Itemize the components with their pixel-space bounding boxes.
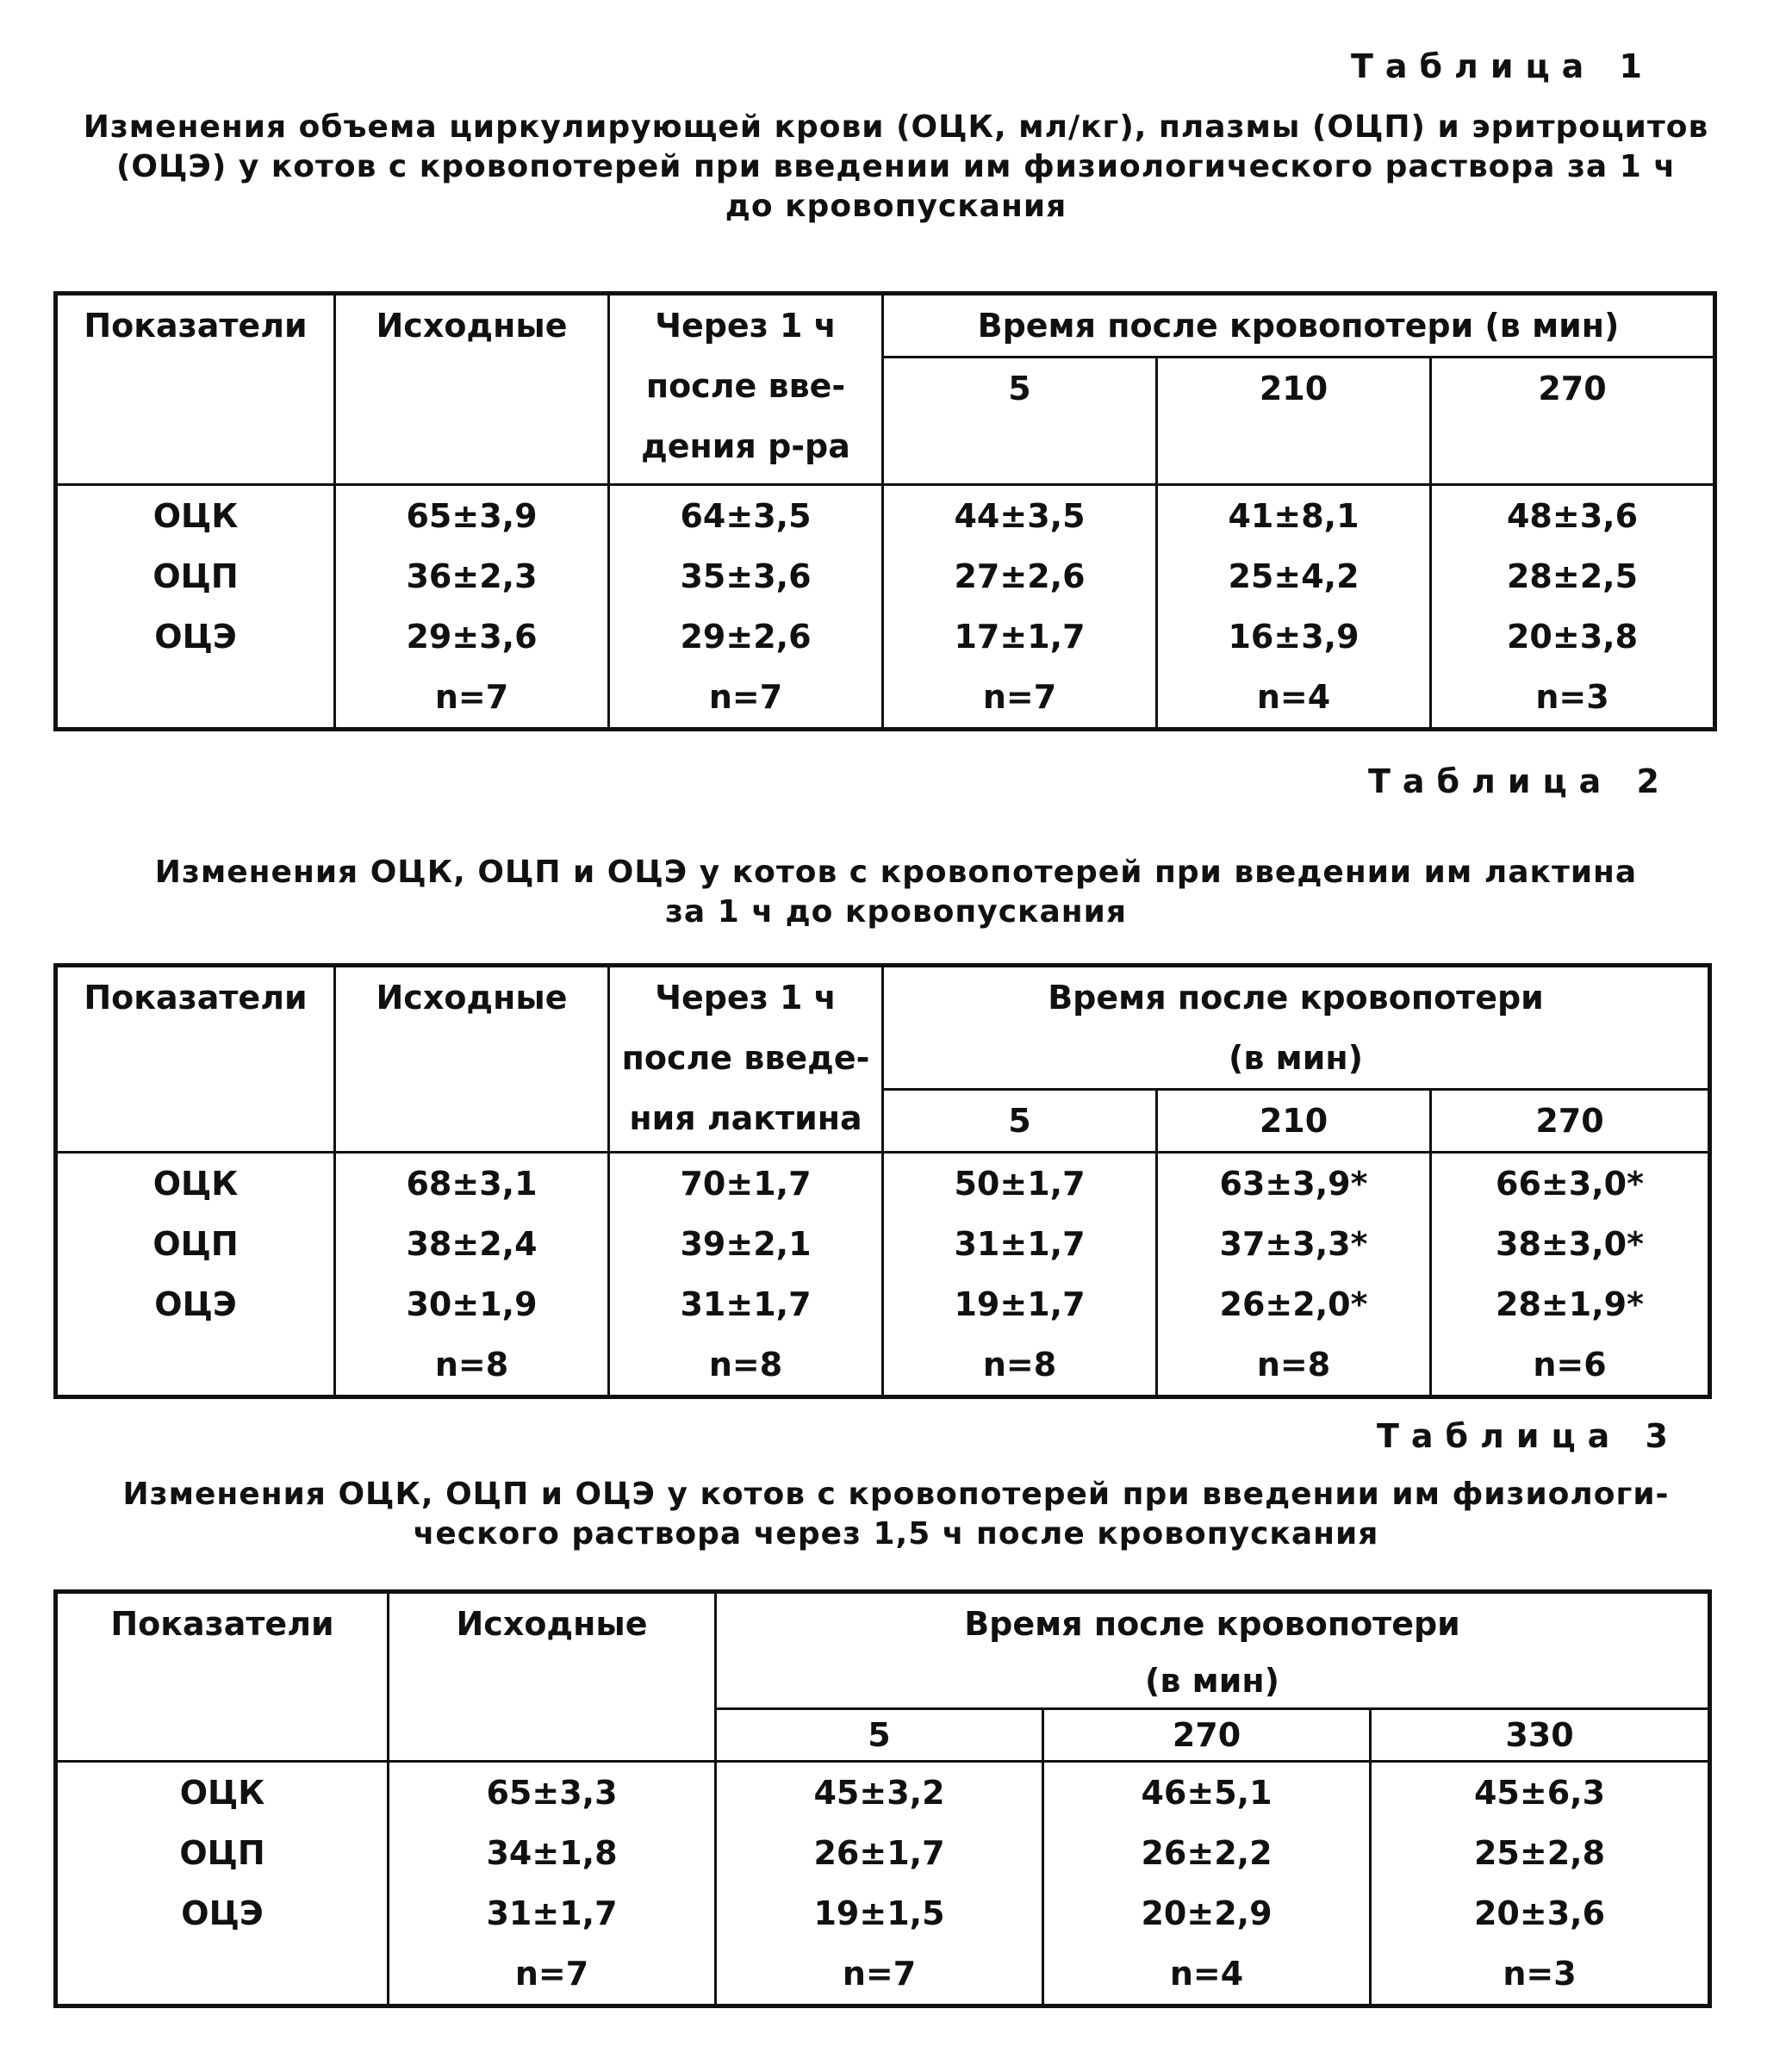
header-time-210: 210 xyxy=(1157,1090,1431,1153)
column-indicator: ОЦК ОЦП ОЦЭ xyxy=(56,1153,335,1397)
caption-line: Изменения ОЦК, ОЦП и ОЦЭ у котов с кровопотерей при введении им лактина xyxy=(154,855,1638,890)
table-body xyxy=(56,485,1715,730)
column-time-270: 46±5,1 26±2,2 20±2,9 n=4 xyxy=(1043,1762,1371,2006)
table-3-caption xyxy=(34,1475,1758,1554)
column-baseline: 68±3,1 38±2,4 30±1,9 n=8 xyxy=(335,1153,609,1397)
column-after-injection: 64±3,5 35±3,6 29±2,6 n=7 xyxy=(609,485,883,730)
table-3-label: Таблица 3 xyxy=(1376,1417,1680,1455)
column-indicator: ОЦК ОЦП ОЦЭ xyxy=(56,1762,389,2006)
header-baseline: Исходные xyxy=(335,294,609,485)
header-baseline: Исходные xyxy=(335,966,609,1153)
column-baseline: 65±3,3 34±1,8 31±1,7 n=7 xyxy=(389,1762,716,2006)
header-time-270: 270 xyxy=(1043,1709,1371,1762)
header-time-group: Время после кровопотери (в мин) xyxy=(883,294,1715,358)
table-2-label: Таблица 2 xyxy=(1367,762,1671,800)
column-time-270: 66±3,0* 38±3,0* 28±1,9* n=6 xyxy=(1431,1153,1710,1397)
table-3 xyxy=(53,1589,1712,2008)
header-indicator: Показатели xyxy=(56,294,335,485)
header-time-5: 5 xyxy=(716,1709,1043,1762)
header-time-5: 5 xyxy=(883,1090,1157,1153)
table-2-caption xyxy=(34,853,1758,932)
caption-line: ческого раствора через 1,5 ч после кровопускания xyxy=(413,1516,1379,1552)
header-after-injection: Через 1 ч после вве- дения р-ра xyxy=(609,294,883,485)
caption-line: Изменения ОЦК, ОЦП и ОЦЭ у котов с кровопотерей при введении им физиологи- xyxy=(122,1477,1670,1512)
header-indicator: Показатели xyxy=(56,966,335,1153)
header-time-270: 270 xyxy=(1431,358,1715,485)
table-body xyxy=(56,1153,1710,1397)
header-time-group: Время после кровопотери (в мин) xyxy=(716,1592,1710,1709)
caption-line: до кровопускания xyxy=(725,189,1067,224)
column-after-injection: 70±1,7 39±2,1 31±1,7 n=8 xyxy=(609,1153,883,1397)
column-time-210: 63±3,9* 37±3,3* 26±2,0* n=8 xyxy=(1157,1153,1431,1397)
header-time-210: 210 xyxy=(1157,358,1431,485)
column-baseline: 65±3,9 36±2,3 29±3,6 n=7 xyxy=(335,485,609,730)
caption-line: (ОЦЭ) у котов с кровопотерей при введении им физиологического раствора за 1 ч xyxy=(115,149,1677,184)
header-time-330: 330 xyxy=(1371,1709,1710,1762)
header-time-5: 5 xyxy=(883,358,1157,485)
header-time-270: 270 xyxy=(1431,1090,1710,1153)
column-time-330: 45±6,3 25±2,8 20±3,6 n=3 xyxy=(1371,1762,1710,2006)
column-time-210: 41±8,1 25±4,2 16±3,9 n=4 xyxy=(1157,485,1431,730)
table-1-label: Таблица 1 xyxy=(1350,47,1654,85)
table-1 xyxy=(53,291,1717,731)
column-indicator: ОЦК ОЦП ОЦЭ xyxy=(56,485,335,730)
column-time-5: 44±3,5 27±2,6 17±1,7 n=7 xyxy=(883,485,1157,730)
header-after-injection: Через 1 ч после введе- ния лактина xyxy=(609,966,883,1153)
header-baseline: Исходные xyxy=(389,1592,716,1762)
caption-line: за 1 ч до кровопускания xyxy=(665,894,1127,930)
column-time-5: 45±3,2 26±1,7 19±1,5 n=7 xyxy=(716,1762,1043,2006)
table-2 xyxy=(53,963,1712,1399)
header-time-group: Время после кровопотери (в мин) xyxy=(883,966,1710,1090)
column-time-5: 50±1,7 31±1,7 19±1,7 n=8 xyxy=(883,1153,1157,1397)
column-time-270: 48±3,6 28±2,5 20±3,8 n=3 xyxy=(1431,485,1715,730)
table-1-caption xyxy=(34,108,1758,227)
caption-line: Изменения объема циркулирующей крови (ОЦК, мл/кг), плазмы (ОЦП) и эритроцитов xyxy=(83,109,1709,145)
table-body xyxy=(56,1762,1710,2006)
header-indicator: Показатели xyxy=(56,1592,389,1762)
